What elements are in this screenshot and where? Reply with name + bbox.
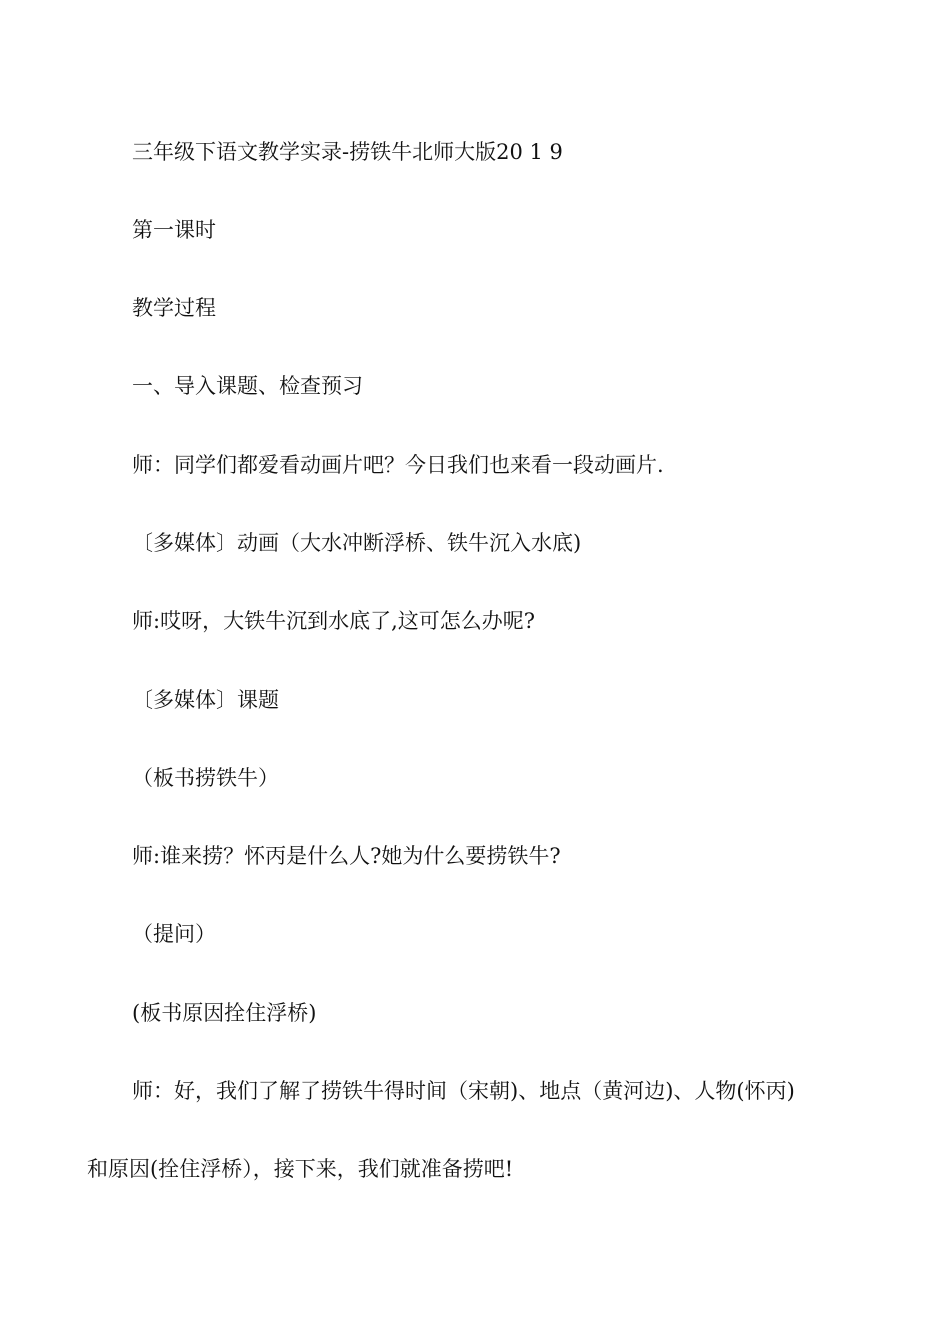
document-title: 三年级下语文教学实录-捞铁牛北师大版20 1 9 <box>132 140 563 164</box>
paragraph-line: 师:谁来捞？怀丙是什么人?她为什么要捞铁牛? <box>132 844 561 868</box>
final-paragraph-line-2: 和原因(拴住浮桥），接下来，我们就准备捞吧! <box>87 1157 514 1181</box>
paragraph-line: 师:哎呀，大铁牛沉到水底了,这可怎么办呢? <box>132 609 536 633</box>
section-heading: 一、导入课题、检查预习 <box>132 374 363 398</box>
paragraph-line: 教学过程 <box>132 296 216 320</box>
paragraph-line: 〔多媒体〕课题 <box>132 688 279 712</box>
final-paragraph-line-1: 师：好，我们了解了捞铁牛得时间（宋朝)、地点（黄河边)、人物(怀丙) <box>132 1079 795 1103</box>
paragraph-line: （板书捞铁牛） <box>132 766 279 790</box>
paragraph-line: 〔多媒体〕动画（大水冲断浮桥、铁牛沉入水底) <box>132 531 582 555</box>
paragraph-line: 第一课时 <box>132 218 216 242</box>
paragraph-line: (板书原因拴住浮桥) <box>132 1001 317 1025</box>
paragraph-line: 师：同学们都爱看动画片吧？今日我们也来看一段动画片. <box>132 453 664 477</box>
paragraph-line: （提问） <box>132 922 216 946</box>
